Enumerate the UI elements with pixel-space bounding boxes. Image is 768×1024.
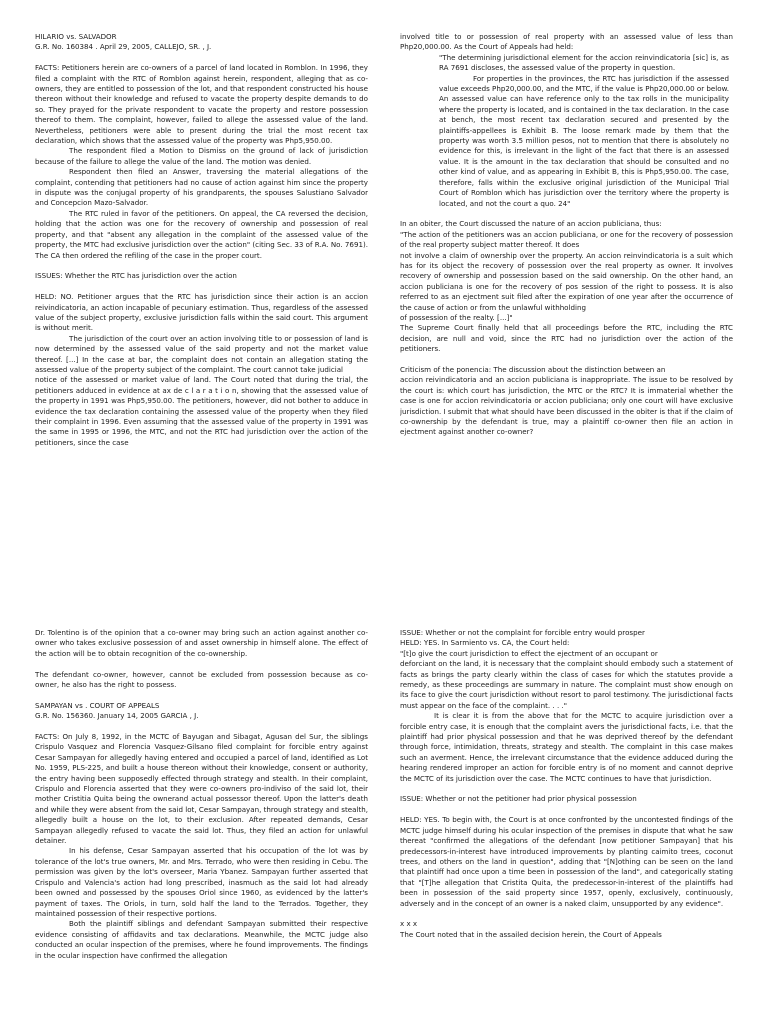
quote-paragraph: deforciant on the land, it is necessary that the complaint should embody such a statement of facts as brings the party clearly within the class of cases for which the statutes provide a remedy, as these proceedings are summary in nature. The complaint must show enough on its face to give the court jurisdiction without resort to parol testimony. The jurisdictional facts must appear on the face of the complaint. . . ." (400, 659, 733, 710)
block-quote (400, 53, 733, 209)
page2-right-column (400, 628, 733, 1024)
body-paragraph: "The action of the petitioners was an accion publiciana, or one for the recovery of possession of the real property subject matter thereof. It does (400, 229, 733, 250)
held-paragraph: HELD: YES. To begin with, the Court is at once confronted by the uncontested findings of the MCTC judge himself during his ocular inspection of the premises in dispute that what he saw thereat "confirmed the allegations of the defendant [now petitioner Sampayan] that his predecessors-in-interest have introduced improvements by planting caimito trees, coconut trees, and others on the land in question", adding that "[N]othing can be seen on the land that plaintiff had once upon a time been in possession of the land", and categorically stating that "[T]he allegation that Cristita Quita, the predecessor-in-interest of the plaintiffs had been in possession of the said property since 1957, openly, exclusively, continuously, adversely and in the concept of an owner is a naked claim, unsupported by any evidence". (400, 815, 733, 908)
ellipsis-marker: x x x (400, 919, 418, 929)
criticism-paragraph: accion reivindicatoria and an accion publiciana is inappropriate. The issue to be resolved by the court is: which court has jurisdiction, the MTC or the RTC? It is immaterial whether the case is one for accion reivindicatoria or accion publiciana; only one court will have exclusive jurisdiction. I submit that what should have been discussed in the obiter is that if the claim of co-ownership by the defendant is true, may a plaintiff co-owner then file an action in ejectment against another co-owner? (400, 375, 733, 437)
body-paragraph: not involve a claim of ownership over the property. An accion reinvindicatoria is a suit which has for its object the recovery of possession over the real property as owner. It involves recovery of ownership and possession based on the said ownership. On the other hand, an accion publiciana is one for the recovery of pos session of the right to possess. It is also referred to as an ejectment suit filed after the expiration of one year after the occurrence of the cause of action or from the unlawful withholding (400, 250, 733, 312)
issue-heading: ISSUE: Whether or not the complaint for forcible entry would prosper (400, 628, 645, 637)
held-paragraph: notice of the assessed or market value of land. The Court noted that during the trial, the petitioners adduced in evidence at ax de c l a r a t i o n, showing that the assessed value of the property in 1991 was Php5,950.00. The petitioners, however, did not bother to adduce in evidence the tax declaration containing the assessed value of the property when they filed their complaint in 1996. Even assuming that the assessed value of the property in 1991 was the same in 1995 or 1996, the MTC, and not the RTC had jurisdiction over the action of the petitioners, since the case (35, 375, 368, 447)
page1-right-column (400, 32, 733, 562)
body-paragraph: The Court noted that in the assailed decision herein, the Court of Appeals (400, 929, 662, 939)
facts-paragraph: FACTS: On July 8, 1992, in the MCTC of Bayugan and Sibagat, Agusan del Sur, the siblings Crispulo Vasquez and Florencia Vasquez-Gilsano filed complaint for forcible entry against Cesar Sampayan for allegedly having entered and occupied a parcel of land, identified as Lot No. 1959, PLS-225, and built a house thereon without their knowledge, consent or authority, the entry having been supposedly effected through strategy and stealth. In their complaint, Crispulo and Florencia asserted that they were co-owners pro-indiviso of the said lot, their mother Cristitia Quita being the ownerand actual possessor thereof. Upon the latter's death and while they were absent from the said lot, Cesar Sampayan, through strategy and stealth, allegedly built a house on the lot, to their exclusion. After repeated demands, Cesar Sampayan allegedly refused to vacate the said lot. Thus, they filed an action for unlawful detainer. (35, 732, 368, 846)
facts-paragraph: The RTC ruled in favor of the petitioners. On appeal, the CA reversed the decision, holding that the action was one for the recovery of ownership and possession of real property, and that "absent any allegation in the complaint of the assessed value of the property, the MTC had exclusive jurisdiction over the action" (citing Sec. 33 of R.A. No. 7691). The CA then ordered the refiling of the case in the proper court. (35, 208, 368, 260)
body-paragraph: The defendant co-owner, however, cannot be excluded from possession because as co-owner, he also has the right to possess. (35, 669, 368, 690)
facts-paragraph: Both the plaintiff siblings and defendant Sampayan submitted their respective evidence consisting of affidavits and tax declarations. Meanwhile, the MCTC judge also conducted an ocular inspection of the premises, where he found improvements. The findings in the ocular inspection have confirmed the allegation (35, 919, 368, 960)
quote-paragraph: "[t]o give the court jurisdiction to effect the ejectment of an occupant or (400, 648, 658, 658)
case-citation: G.R. No. 156360. January 14, 2005 GARCIA , J. (35, 711, 199, 721)
case-title: SAMPAYAN vs . COURT OF APPEALS (35, 700, 160, 710)
facts-paragraph: FACTS: Petitioners herein are co-owners of a parcel of land located in Romblon. In 1996, they filed a complaint with the RTC of Romblon against herein, respondent, alleging that as co-owners, they are entitled to possession of the lot, and that respondent constructed his house thereon without their knowledge and refused to vacate the property despite demands to do so. They prayed for the private respondent to vacate the property and restore possession thereof to them. The complaint, however, failed to allege the assessed value of the land. Nevertheless, petitioners were able to present during the trial the most recent tax declaration, which shows that the assessed value of the property was Php5,950.00. (35, 63, 368, 146)
page1-left-column (35, 32, 368, 562)
held-paragraph: It is clear it is from the above that for the MCTC to acquire jurisdiction over a forcible entry case, it is enough that the complaint avers the jurisdictional facts, i.e. that the plaintiff had prior physical possession and that he was deprived thereof by the defendant through force, intimidation, threats, strategy and stealth. The complaint in this case makes such an averment. Hence, the irrelevant circumstance that the evidence adduced during the hearing rendered improper an action for forcible entry is of no moment and cannot deprive the MCTC of its jurisdiction over the case. The MCTC continues to have that jurisdiction. (400, 711, 733, 783)
body-paragraph: In an obiter, the Court discussed the nature of an accion publiciana, thus: (400, 219, 662, 229)
case-citation: G.R. No. 160384 . April 29, 2005, CALLEJO, SR. , J. (35, 42, 212, 52)
held-paragraph: The jurisdiction of the court over an action involving title to or possession of land is now determined by the assessed value of the said property and not the market value thereof. [...] In the case at bar, the complaint does not contain an allegation stating the assessed value of the property subject of the complaint. The court cannot take judicial (35, 333, 368, 374)
body-paragraph: Dr. Tolentino is of the opinion that a co-owner may bring such an action against another co-owner who takes exclusive possession of and asset ownership in himself alone. The effect of the action will be to obtain recognition of the co-ownership. (35, 628, 368, 658)
body-paragraph: involved title to or possession of real property with an assessed value of less than Php20,000.00. As the Court of Appeals had held: (400, 32, 733, 52)
quote-paragraph: "The determining jurisdictional element for the accion reinvindicatoria [sic] is, as RA 7691 discloses, the assessed value of the property in question. (439, 52, 729, 73)
issue-heading: ISSUE: Whether or not the petitioner had prior physical possession (400, 794, 637, 804)
criticism-heading: Criticism of the ponencia: The discussion about the distinction between an (400, 364, 666, 374)
page2-left-column (35, 628, 368, 1024)
quote-paragraph: For properties in the provinces, the RTC has jurisdiction if the assessed value exceeds Php20,000.00, and the MTC, if the value is Php20,000.00 or below. An assessed value can have reference only to the tax rolls in the municipality where the property is located, and is contained in the tax declaration. In the case at bench, the most recent tax declaration secured and presented by the plaintiffs-appellees is Exhibit B. The loose remark made by them that the property was worth 3.5 million pesos, not to mention that there is absolutely no evidence for this, is irrelevant in the light of the fact that there is an assessed value. It is the amount in the tax declaration that should be consulted and no other kind of value, and as appearing in Exhibit B, this is Php5,950.00. The case, therefore, falls within the exclusive original jurisdiction of the Municipal Trial Court of Romblon which has jurisdiction over the territory where the property is located, and not the court a quo. 24" (439, 73, 729, 208)
held-paragraph: HELD: NO. Petitioner argues that the RTC has jurisdiction since their action is an accion reivindicatoria, an action incapable of pecuniary estimation. Thus, regardless of the assessed value of the subject property, exclusive jurisdiction falls within the said court. This argument is without merit. (35, 292, 368, 333)
held-heading: HELD: YES. In Sarmiento vs. CA, the Court held: (400, 638, 570, 648)
issue-heading: ISSUES: Whether the RTC has jurisdiction over the action (35, 271, 237, 281)
case-title: HILARIO vs. SALVADOR (35, 32, 117, 41)
facts-paragraph: The respondent filed a Motion to Dismiss on the ground of lack of jurisdiction because of the failure to allege the value of the land. The motion was denied. (35, 146, 368, 166)
body-paragraph: of possession of the realty. [...]" (400, 312, 513, 322)
facts-paragraph: Respondent then filed an Answer, traversing the material allegations of the complaint, contending that petitioners had no cause of action against him since the property in dispute was the conjugal property of his grandparents, the spouses Salustiano Salvador and Concepcion Mazo-Salvador. (35, 167, 368, 208)
body-paragraph: The Supreme Court finally held that all proceedings before the RTC, including the RTC decision, are null and void, since the RTC had no jurisdiction over the action of the petitioners. (400, 323, 733, 354)
facts-paragraph: In his defense, Cesar Sampayan asserted that his occupation of the lot was by tolerance of the lot's true owners, Mr. and Mrs. Terrado, who were then residing in Cebu. The permission was given by the lot's overseer, Maria Ybanez. Sampayan further asserted that Crispulo and Valencia's action had long prescribed, inasmuch as the said lot had already been owned and possessed by the spouses Oriol since 1960, as evidenced by the latter's payment of taxes. The Oriols, in turn, sold half the land to the Terrados. Together, they maintained possession of their respective portions. (35, 846, 368, 918)
